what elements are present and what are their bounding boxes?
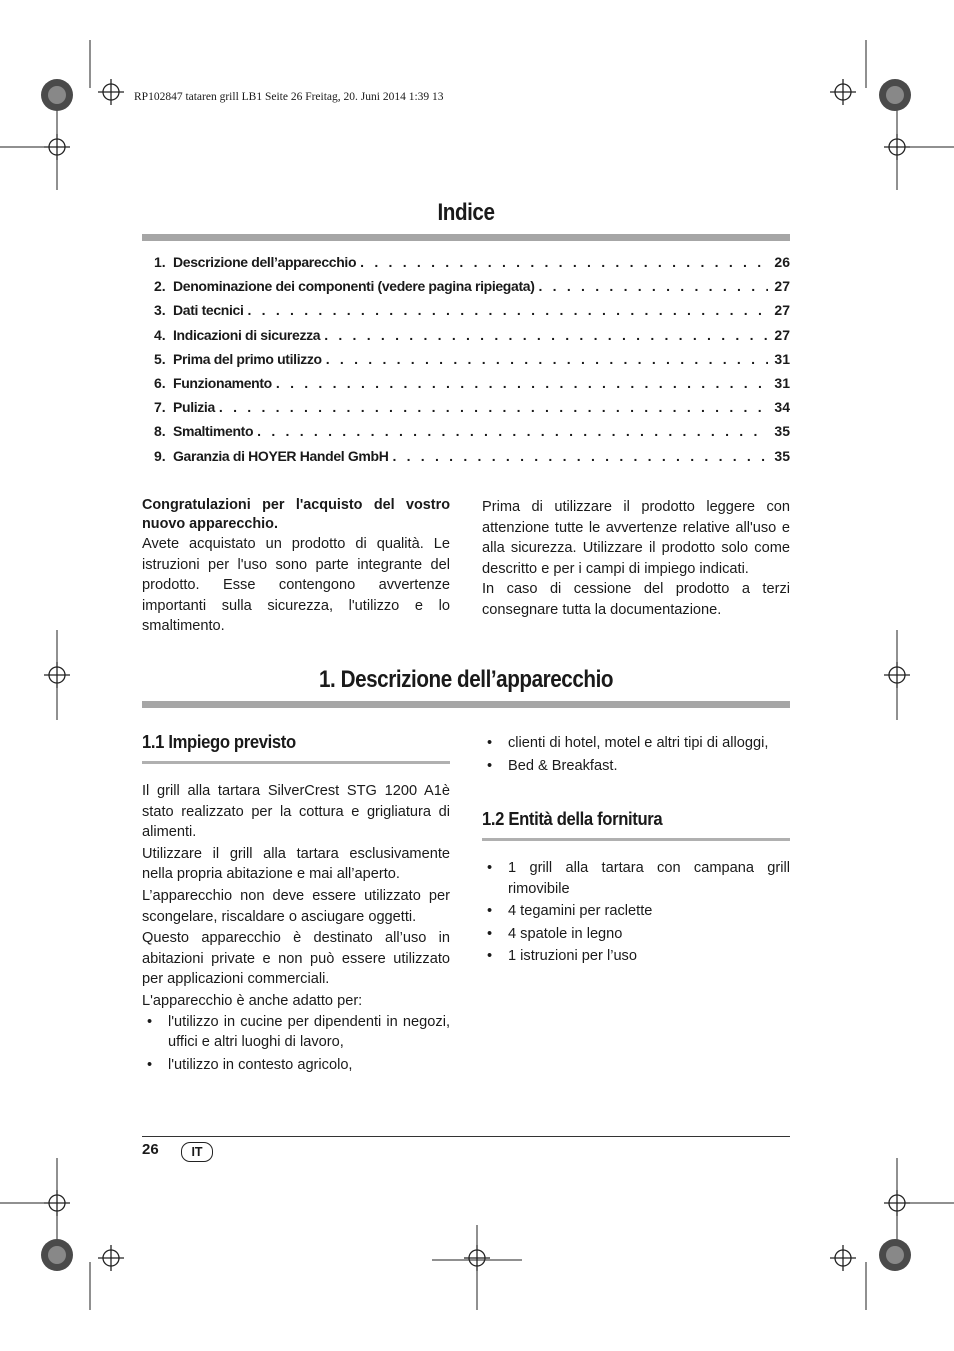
list-item: • 1 grill alla tartara con campana grill rimovibile [482, 858, 790, 899]
subsection-1-1-rule [142, 761, 450, 764]
toc-leader-dots [219, 399, 768, 415]
list-item: • l'utilizzo in contesto agricolo, [142, 1055, 450, 1076]
paragraph: Il grill alla tartara SilverCrest STG 1200 A1è stato realizzato per la cottura e grigliatura di alimenti. [142, 783, 450, 841]
index-title-rule [142, 234, 790, 241]
table-of-contents [154, 254, 790, 472]
toc-leader-dots [257, 423, 768, 439]
toc-leader-dots [324, 327, 768, 343]
toc-entry[interactable]: 5. Prima del primo utilizzo . . . 31 [154, 351, 790, 375]
subsection-1-1-body [142, 781, 450, 1075]
toc-leader-dots [326, 351, 768, 367]
paragraph: L'apparecchio è anche adatto per: [142, 992, 363, 1009]
page-number: 26 [142, 1141, 159, 1158]
list-item: • l'utilizzo in cucine per dipendenti in negozi, uffici e altri luoghi di lavoro, [142, 1012, 450, 1053]
toc-entry[interactable]: 7. Pulizia . . . 34 [154, 399, 790, 423]
usage-list-right [482, 733, 790, 776]
list-item: • 4 spatole in legno [482, 924, 790, 945]
toc-entry[interactable]: 3. Dati tecnici . . . 27 [154, 302, 790, 326]
list-item: • Bed & Breakfast. [482, 756, 790, 777]
usage-list-left [142, 1012, 450, 1076]
toc-entry[interactable]: 6. Funzionamento . . . 31 [154, 375, 790, 399]
intro-left-column [142, 496, 450, 637]
toc-entry[interactable]: 9. Garanzia di HOYER Handel GmbH . . . 35 [154, 448, 790, 472]
footer-rule [142, 1136, 790, 1137]
section-1-1 [142, 731, 450, 1077]
section1-title: 1. Descrizione dell’apparecchio [318, 666, 614, 693]
toc-entry[interactable]: 1. Descrizione dell’apparecchio . . . 26 [154, 254, 790, 278]
paragraph: L’apparecchio non deve essere utilizzato per scongelare, riscaldare o asciugare oggetti. [142, 887, 450, 925]
list-item: • 1 istruzioni per l’uso [482, 946, 790, 967]
toc-leader-dots [360, 254, 768, 270]
intro-heading: Congratulazioni per l'acquisto del vostro nuovo apparecchio. [142, 497, 450, 532]
section-1-2 [482, 808, 790, 969]
paragraph: Questo apparecchio è destinato all’uso in abitazioni private e non può essere utilizzato per applicazioni commerciali. [142, 930, 450, 988]
toc-leader-dots [539, 278, 769, 294]
toc-leader-dots [276, 375, 768, 391]
intro-right-text-2: In caso di cessione del prodotto a terzi consegnare tutta la documentazione. [482, 581, 790, 618]
subsection-1-2-title: 1.2 Entità della fornitura [482, 808, 663, 829]
subsection-1-1-title: 1.1 Impiego previsto [142, 731, 296, 752]
toc-leader-dots [392, 448, 768, 464]
intro-right-text-1: Prima di utilizzare il prodotto leggere con attenzione tutte le avvertenze relative all'uso e alla sicurezza. Utilizzare il prodotto solo come descritto e per i campi di impiego indicati. [482, 499, 790, 577]
toc-leader-dots [248, 302, 769, 318]
index-title: Indice [437, 199, 495, 226]
subsection-1-2-rule [482, 838, 790, 841]
toc-entry[interactable]: 2. Denominazione dei componenti (vedere pagina ripiegata) . . . 27 [154, 278, 790, 302]
intro-left-text: Avete acquistato un prodotto di qualità. Le istruzioni per l'uso sono parte integrante del prodotto. Esse contengono avvertenze importanti sulla sicurezza, l'utilizzo e lo smaltimento. [142, 536, 450, 635]
section-1-1-continued [482, 733, 790, 778]
list-item: • 4 tegamini per raclette [482, 901, 790, 922]
delivery-contents-list [482, 858, 790, 967]
section1-title-rule [142, 701, 790, 708]
list-item: • clienti di hotel, motel e altri tipi di alloggi, [482, 733, 790, 754]
subsection-1-2-body [482, 858, 790, 967]
paragraph: Utilizzare il grill alla tartara esclusivamente nella propria abitazione e mai all’aperto. [142, 845, 450, 883]
toc-entry[interactable]: 8. Smaltimento . . . 35 [154, 423, 790, 447]
intro-right-column [482, 497, 790, 621]
language-badge: IT [181, 1142, 213, 1162]
print-header-line: RP102847 tataren grill LB1 Seite 26 Freitag, 20. Juni 2014 1:39 13 [134, 91, 444, 103]
toc-entry[interactable]: 4. Indicazioni di sicurezza . . . 27 [154, 327, 790, 351]
